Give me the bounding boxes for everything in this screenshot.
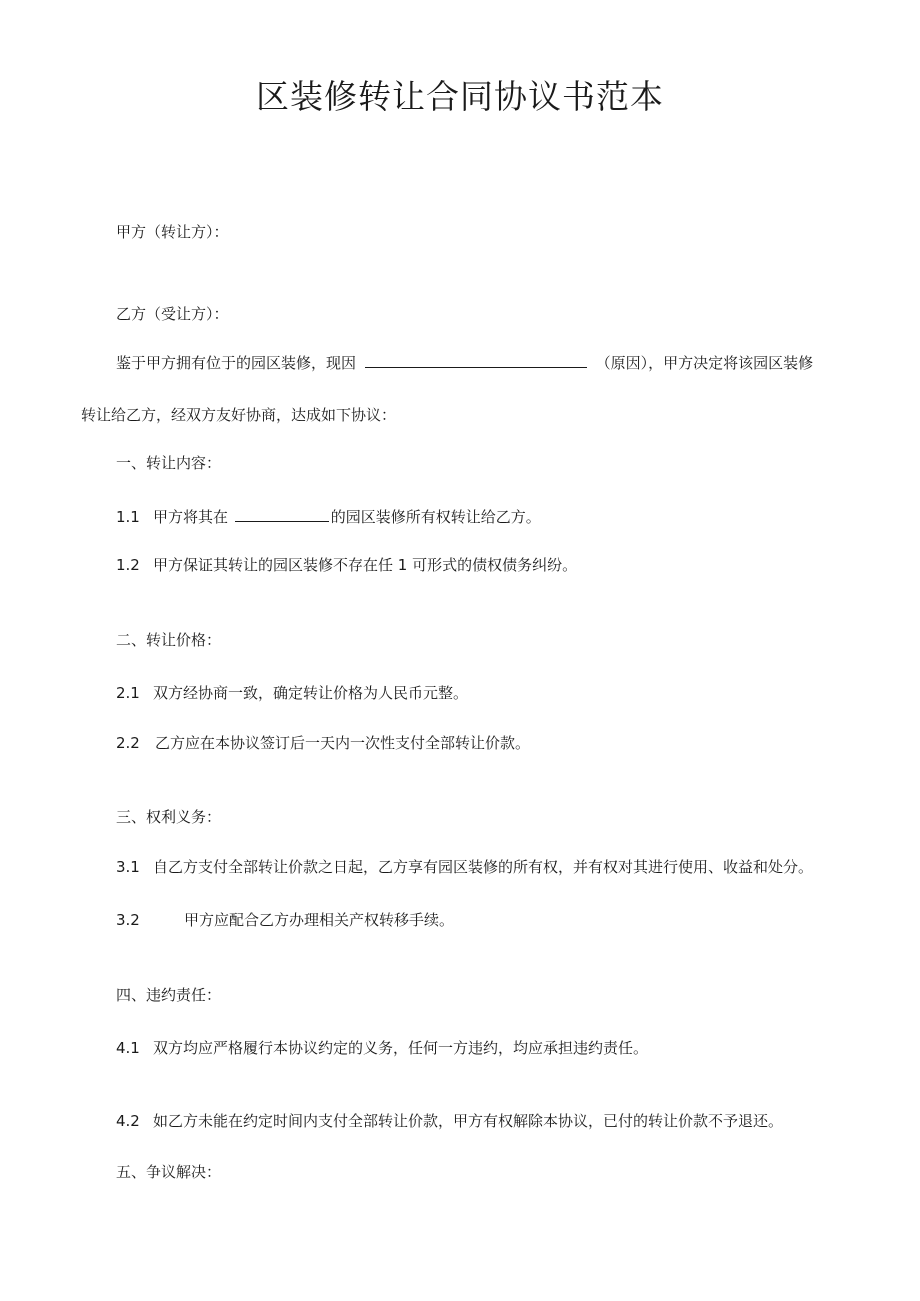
preamble-text-before: 鉴于甲方拥有位于的园区装修，现因 (116, 354, 357, 372)
clause-number: 2.1 (116, 684, 140, 702)
clause-number: 4.1 (116, 1039, 140, 1057)
preamble-line-1 (116, 351, 813, 375)
clause-text: 双方均应严格履行本协议约定的义务，任何一方违约，均应承担违约责任。 (153, 1039, 649, 1057)
clause-3-2 (116, 908, 454, 932)
reason-blank (365, 351, 587, 368)
document-title: 区装修转让合同协议书范本 (256, 77, 664, 116)
clause-3-1 (116, 855, 813, 879)
section-1-heading: 一、转让内容： (116, 454, 222, 472)
clause-number: 3.2 (116, 911, 140, 929)
preamble-line-2: 转让给乙方，经双方友好协商，达成如下协议： (81, 406, 397, 424)
clause-4-1 (116, 1036, 648, 1060)
clause-2-1 (116, 681, 468, 705)
section-2-heading: 二、转让价格： (116, 631, 222, 649)
location-blank (235, 505, 329, 522)
clause-text-before: 甲方将其在 (153, 508, 229, 526)
section-4-heading: 四、违约责任： (116, 986, 222, 1004)
clause-text-after: 的园区装修所有权转让给乙方。 (330, 508, 541, 526)
clause-4-2 (116, 1109, 783, 1133)
party-a-line: 甲方（转让方）： (116, 223, 229, 241)
clause-number: 3.1 (116, 858, 140, 876)
clause-text: 如乙方未能在约定时间内支付全部转让价款，甲方有权解除本协议，已付的转让价款不予退还。 (153, 1112, 784, 1130)
preamble-text-after: （原因），甲方决定将该园区装修 (595, 354, 814, 372)
clause-1-1 (116, 505, 541, 529)
section-5-heading: 五、争议解决： (116, 1163, 222, 1181)
clause-text: 乙方应在本协议签订后一天内一次性支付全部转让价款。 (155, 734, 531, 752)
clause-number: 4.2 (116, 1112, 140, 1130)
clause-number: 1.2 (116, 556, 140, 574)
clause-text: 甲方保证其转让的园区装修不存在任 1 可形式的债权债务纠纷。 (153, 556, 578, 574)
clause-text: 自乙方支付全部转让价款之日起，乙方享有园区装修的所有权，并有权对其进行使用、收益和处分。 (153, 858, 814, 876)
clause-number: 1.1 (116, 508, 140, 526)
clause-text: 双方经协商一致，确定转让价格为人民币元整。 (153, 684, 469, 702)
clause-text: 甲方应配合乙方办理相关产权转移手续。 (184, 911, 455, 929)
clause-number: 2.2 (116, 734, 140, 752)
section-3-heading: 三、权利义务： (116, 808, 222, 826)
party-b-line: 乙方（受让方）： (116, 305, 229, 323)
clause-2-2 (116, 731, 530, 755)
clause-1-2 (116, 553, 577, 577)
